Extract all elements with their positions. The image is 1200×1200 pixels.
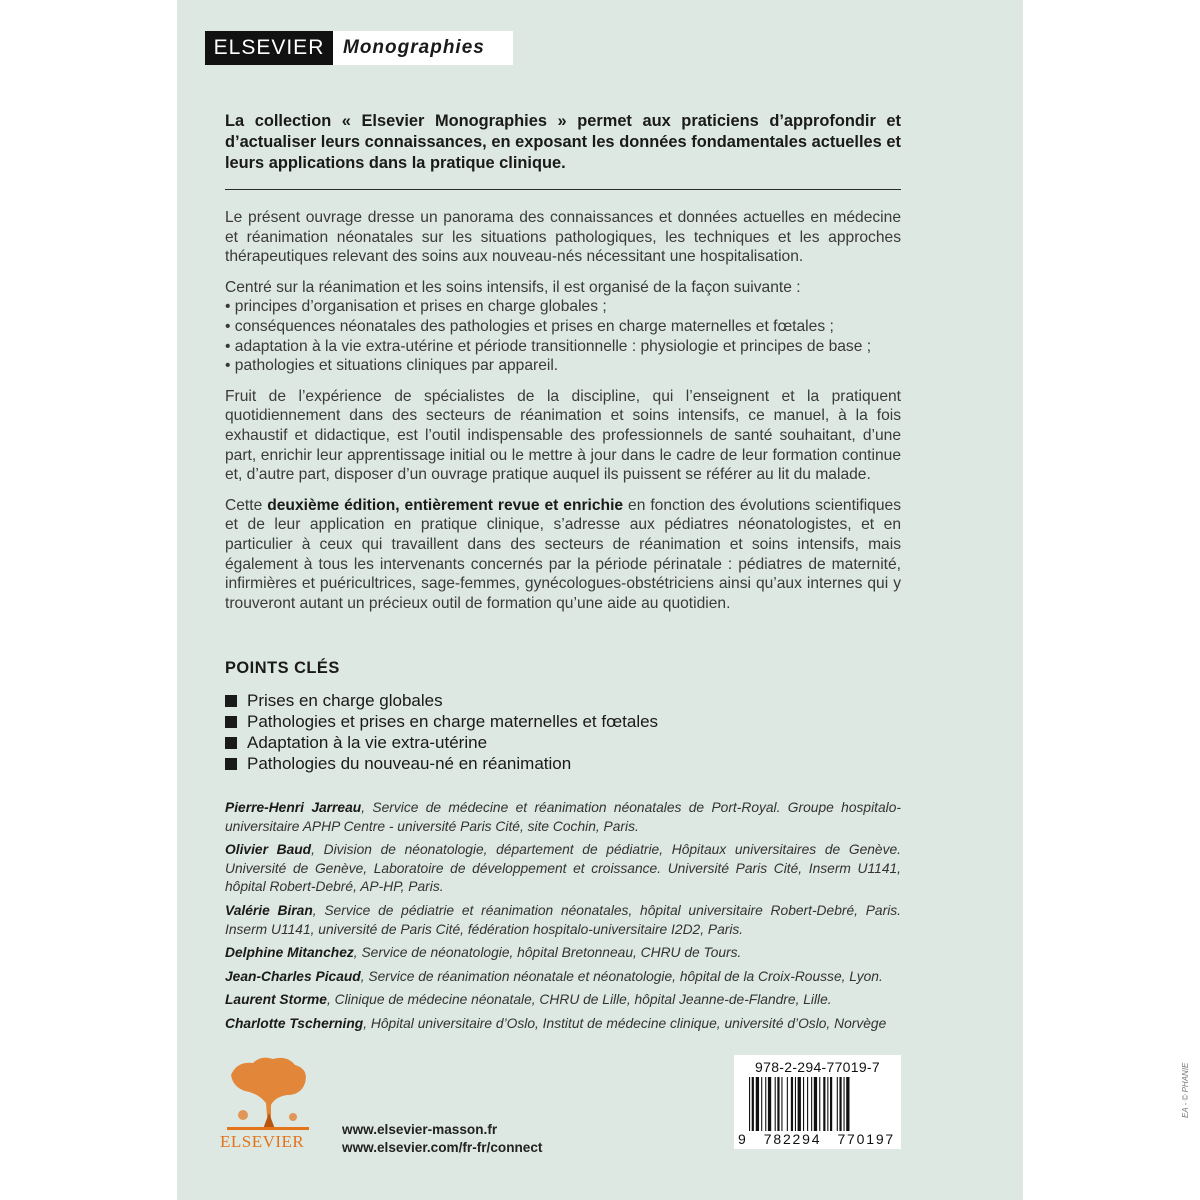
author-affiliation: , Division de néonatologie, département de pédiatrie, Hôpitaux universitaires de Genève. Université de Genève, Laboratoire de développement et croissance. Université Paris Cité, Inserm U1141, hôpital Robert-Debré, AP-HP, Paris. — [225, 842, 901, 895]
website-link[interactable]: www.elsevier-masson.fr — [342, 1122, 498, 1137]
author-affiliation: , Service de médecine et réanimation néonatales de Port-Royal. Groupe hospitalo-universitaire APHP Centre - université Paris Cité, site Cochin, Paris. — [225, 800, 901, 834]
key-point-label: Pathologies du nouveau-né en réanimation — [247, 753, 572, 773]
organisation-lead: Centré sur la réanimation et les soins intensifs, il est organisé de la façon suivante : — [225, 278, 801, 296]
description — [225, 208, 901, 624]
organisation-item: • conséquences néonatales des pathologies et prises en charge maternelles et fœtales ; — [225, 317, 834, 335]
key-point-label: Prises en charge globales — [247, 690, 443, 710]
author-entry — [225, 968, 901, 987]
isbn-number: 978-2-294-77019-7 — [755, 1059, 880, 1075]
key-point-label: Pathologies et prises en charge maternelles et fœtales — [247, 711, 659, 731]
author-entry — [225, 841, 901, 897]
barcode-digit-first: 9 — [738, 1131, 748, 1147]
square-bullet-icon — [225, 737, 237, 749]
elsevier-logo-text: ELSEVIER — [220, 1132, 305, 1151]
author-name: Charlotte Tscherning — [225, 1015, 364, 1031]
author-entry — [225, 799, 901, 836]
author-affiliation: , Hôpital universitaire d’Oslo, Institut de médecine clinique, université d’Oslo, Norvège — [363, 1015, 887, 1031]
author-affiliation: , Service de néonatologie, hôpital Bretonneau, CHRU de Tours. — [353, 945, 742, 961]
edition-text-start: Cette — [225, 496, 268, 514]
organisation-item: • pathologies et situations cliniques par appareil. — [225, 357, 559, 375]
organisation-item: • principes d’organisation et prises en charge globales ; — [225, 298, 607, 316]
organisation-item: • adaptation à la vie extra-utérine et période transitionnelle : physiologie et principes de base ; — [225, 337, 872, 355]
author-affiliation: , Service de réanimation néonatale et néonatologie, hôpital de la Croix-Rousse, Lyon. — [360, 968, 883, 984]
square-bullet-icon — [225, 695, 237, 707]
author-entry — [225, 1015, 901, 1034]
author-name: Valérie Biran — [225, 902, 313, 918]
photo-credit: EA - © PHANIE — [1181, 1062, 1190, 1118]
author-name: Delphine Mitanchez — [225, 945, 354, 961]
key-point-label: Adaptation à la vie extra-utérine — [247, 732, 488, 752]
key-points-title: POINTS CLÉS — [225, 659, 340, 677]
author-list — [225, 799, 901, 1039]
book-back-cover — [177, 0, 1190, 1200]
key-points-list — [225, 690, 658, 774]
key-point — [225, 711, 658, 732]
author-name: Jean-Charles Picaud — [225, 968, 361, 984]
description-paragraph-3: Fruit de l’expérience de spécialistes de la discipline, qui l’enseignent et la pratiquent quotidiennement dans des secteurs de réanimation et soins intensifs, ce manuel, à la fois exhaustif et didactique, est l’outil indispensable des professionnels de santé souhaitant, d’une part, enrichir leur apprentissage initial ou le mettre à jour dans le cadre de leur formation continue et, d’autre part, disposer d’un ouvrage pratique auquel ils puissent se référer au lit du malade. — [225, 387, 901, 484]
connect-link[interactable]: www.elsevier.com/fr-fr/connect — [342, 1140, 543, 1155]
square-bullet-icon — [225, 716, 237, 728]
barcode-digits-right: 770197 — [837, 1131, 895, 1147]
series-badge — [205, 31, 513, 65]
key-point — [225, 753, 658, 774]
author-name: Laurent Storme — [225, 992, 327, 1008]
divider — [225, 189, 901, 190]
collection-intro: La collection « Elsevier Monographies » permet aux praticiens d’approfondir et d’actualiser leurs connaissances, en exposant les données fondamentales actuelles et leurs applications dans la pratique clinique. — [225, 112, 901, 172]
brand-label: ELSEVIER — [205, 31, 333, 65]
key-point — [225, 690, 658, 711]
square-bullet-icon — [225, 758, 237, 770]
author-entry — [225, 902, 901, 939]
edition-text-rest: en fonction des évolutions scientifiques et de leur application en pratique clinique, s’adresse aux pédiatres néonatologistes, et en particulier à ceux qui travaillent dans des secteurs de réanimation et soins intensifs, mais également à tous les intervenants concernés par la période périnatale : pédiatres de maternité, infirmières et puéricultrices, sage-femmes, gynécologues-obstétriciens ainsi qu’aux internes qui y trouveront autant un précieux outil de formation qu’une aide au quotidien. — [225, 496, 901, 612]
key-point — [225, 732, 658, 753]
description-paragraph-4 — [225, 496, 901, 614]
author-name: Olivier Baud — [225, 842, 312, 858]
description-paragraph-2 — [225, 278, 901, 376]
barcode-digits — [734, 1131, 901, 1147]
author-entry — [225, 944, 901, 963]
author-entry — [225, 991, 901, 1010]
author-affiliation: , Clinique de médecine néonatale, CHRU de Lille, hôpital Jeanne-de-Flandre, Lille. — [326, 992, 832, 1008]
barcode-bars-icon — [749, 1077, 889, 1131]
barcode-digits-left: 782294 — [763, 1131, 822, 1147]
author-affiliation: , Service de pédiatrie et réanimation néonatales, hôpital universitaire Robert-Debré, Paris. Inserm U1141, université de Paris Cité, fédération hospitalo-universitaire I2D2, Paris. — [225, 902, 901, 937]
organisation-list — [225, 297, 901, 375]
publisher-links — [342, 1121, 542, 1157]
edition-highlight: deuxième édition, entièrement revue et enrichie — [267, 496, 624, 514]
isbn-barcode — [734, 1055, 901, 1149]
author-name: Pierre-Henri Jarreau — [225, 800, 362, 815]
description-paragraph-1: Le présent ouvrage dresse un panorama des connaissances et données actuelles en médecine et réanimation néonatales sur les situations pathologiques, les techniques et les approches thérapeutiques relevant des soins aux nouveau-nés nécessitant une hospitalisation. — [225, 209, 901, 266]
series-label: Monographies — [333, 31, 513, 65]
